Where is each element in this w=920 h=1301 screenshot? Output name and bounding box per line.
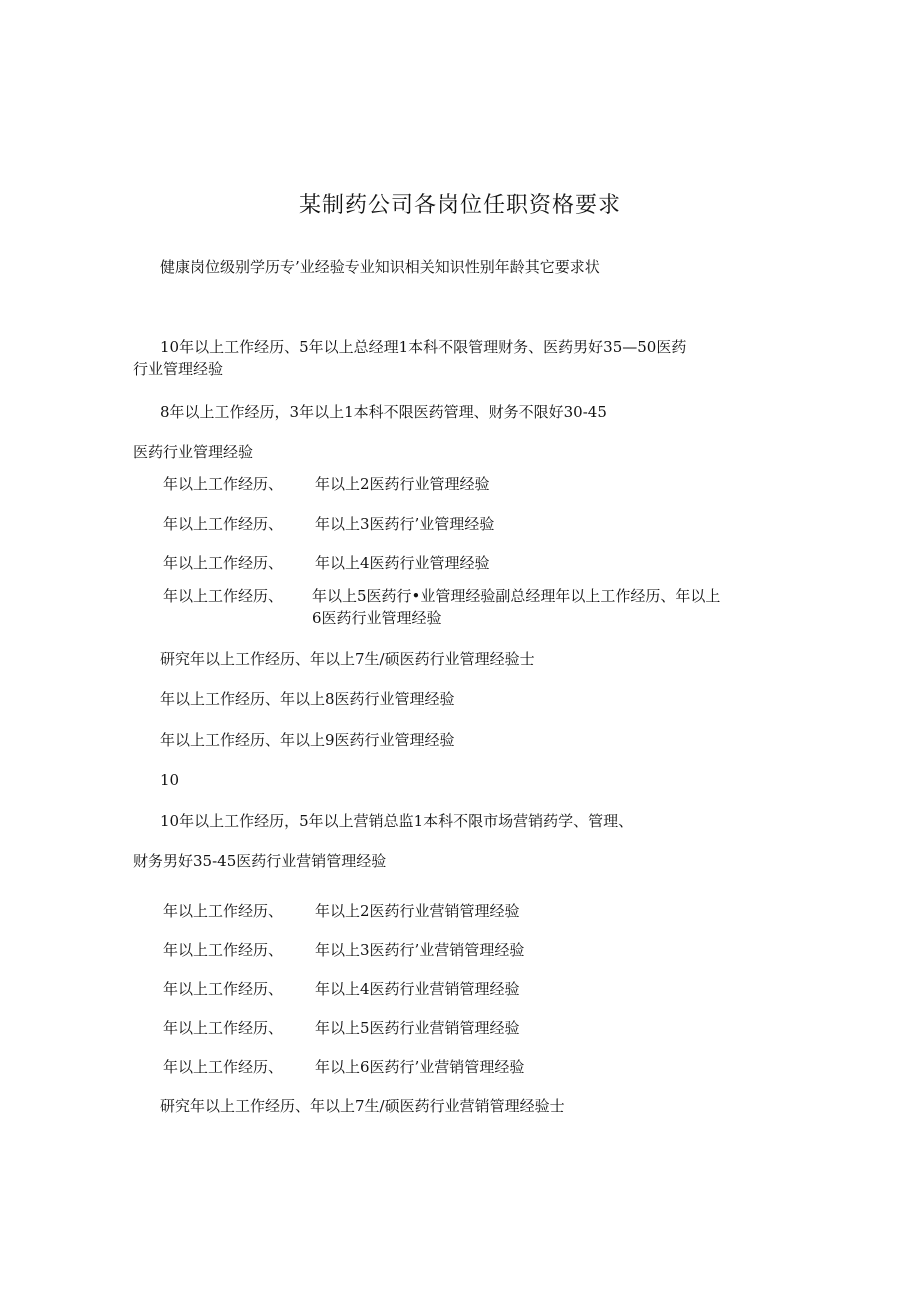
text-line: 年以上工作经历、	[163, 587, 284, 605]
text-line: 10年以上工作经历，5年以上营销总监1本科不限市场营销药学、管理、	[160, 812, 634, 830]
text-line: 年以上5医药行•业管理经验副总经理年以上工作经历、年以上	[312, 587, 721, 605]
table-header-row: 健康岗位级别学历专’业经验专业知识相关知识性别年龄其它要求状	[160, 258, 600, 276]
text-line: 研究年以上工作经历、年以上7生/硕医药行业营销管理经验士	[160, 1097, 565, 1115]
text-line: 年以上3医药行’业管理经验	[315, 515, 495, 533]
text-line: 年以上工作经历、	[163, 554, 284, 572]
text-line: 年以上4医药行业管理经验	[315, 554, 490, 572]
text-line: 10年以上工作经历、5年以上总经理1本科不限管理财务、医药男好35—50医药	[160, 338, 687, 356]
text-line: 年以上工作经历、	[163, 902, 284, 920]
text-line: 年以上工作经历、	[163, 1058, 284, 1076]
text-line: 8年以上工作经历，3年以上1本科不限医药管理、财务不限好30-45	[160, 403, 607, 421]
text-line: 医药行业管理经验	[133, 443, 254, 461]
text-line: 年以上2医药行业营销管理经验	[315, 902, 520, 920]
text-line: 年以上5医药行业营销管理经验	[315, 1019, 520, 1037]
text-line: 年以上工作经历、年以上8医药行业管理经验	[160, 690, 455, 708]
text-line: 年以上工作经历、	[163, 980, 284, 998]
text-line: 10	[160, 771, 180, 789]
text-line: 年以上3医药行’业营销管理经验	[315, 941, 525, 959]
page-title: 某制药公司各岗位任职资格要求	[298, 193, 621, 218]
text-line: 行业管理经验	[133, 360, 224, 378]
text-line: 6医药行业管理经验	[312, 609, 442, 627]
text-line: 年以上工作经历、	[163, 1019, 284, 1037]
text-line: 年以上4医药行业营销管理经验	[315, 980, 520, 998]
text-line: 年以上6医药行’业营销管理经验	[315, 1058, 525, 1076]
text-line: 财务男好35-45医药行业营销管理经验	[133, 852, 387, 870]
text-line: 年以上工作经历、年以上9医药行业管理经验	[160, 731, 455, 749]
text-line: 年以上2医药行业管理经验	[315, 475, 490, 493]
text-line: 年以上工作经历、	[163, 941, 284, 959]
text-line: 研究年以上工作经历、年以上7生/硕医药行业管理经验士	[160, 650, 535, 668]
text-line: 年以上工作经历、	[163, 515, 284, 533]
text-line: 年以上工作经历、	[163, 475, 284, 493]
